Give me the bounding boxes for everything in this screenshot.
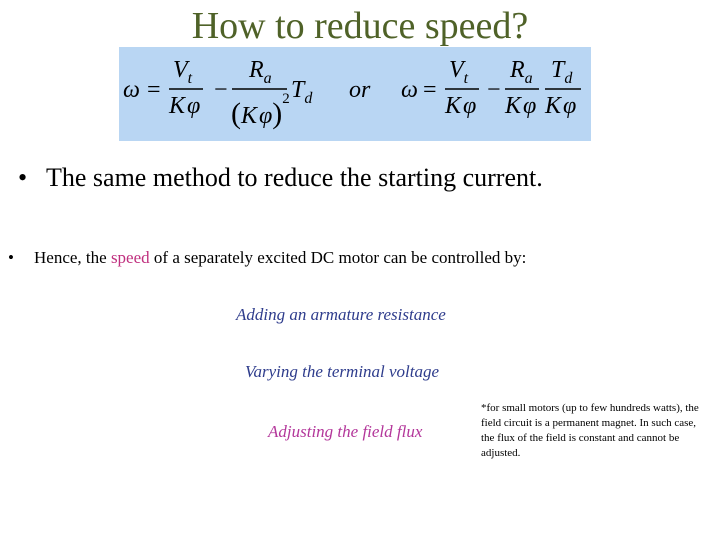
omega-symbol: ω: [401, 77, 418, 103]
vt-numerator: $V_t$: [449, 57, 469, 87]
equals-sign: =: [423, 77, 437, 103]
bullet-icon: •: [8, 248, 14, 267]
method-armature-resistance: Adding an armature resistance: [236, 305, 446, 324]
secondary-bullet-text-after: of a separately excited DC motor can be controlled by:: [149, 248, 527, 267]
method-terminal-voltage: Varying the terminal voltage: [245, 362, 440, 381]
vt-numerator: $V_t$: [173, 57, 193, 87]
slide-title: How to reduce speed?: [191, 5, 529, 47]
speed-highlight: speed: [110, 248, 150, 267]
secondary-bullet-text-before: Hence, the: [34, 248, 111, 267]
kphi-squared-denominator: $(K\varphi)^2$: [231, 91, 290, 130]
equals-sign: =: [147, 77, 161, 103]
kphi-denominator: Kφ: [505, 93, 537, 119]
kphi-denominator: Kφ: [445, 93, 477, 119]
ra-numerator: $R_a$: [510, 57, 533, 87]
or-word: or: [349, 77, 371, 103]
secondary-bullet: [8, 246, 526, 270]
minus-sign: −: [214, 77, 228, 103]
kphi-denominator: Kφ: [545, 93, 577, 119]
ra-numerator: $R_a$: [249, 57, 272, 87]
main-bullet-text: The same method to reduce the starting current.: [46, 163, 543, 192]
method-field-flux: Adjusting the field flux: [268, 422, 423, 441]
bullet-icon: •: [18, 163, 28, 192]
omega-symbol: ω: [123, 77, 140, 103]
td-term: $T_d$: [291, 77, 313, 107]
kphi-denominator: Kφ: [169, 93, 201, 119]
main-bullet: [18, 160, 543, 196]
equation-box: [119, 47, 591, 141]
footnote: *for small motors (up to few hundreds watts), the field circuit is a permanent magnet. In such case, the flux of the field is constant and cannot be adjusted.: [481, 402, 699, 459]
minus-sign: −: [487, 77, 501, 103]
td-numerator: $T_d$: [551, 57, 573, 87]
